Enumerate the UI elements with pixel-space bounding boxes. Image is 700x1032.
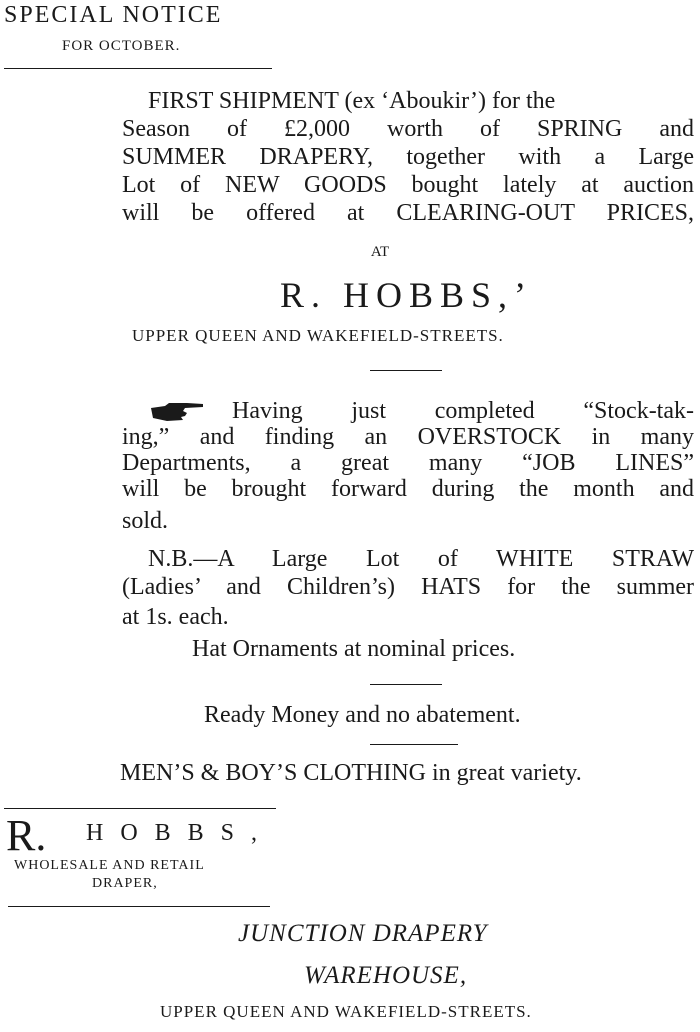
- nb-line-3: at 1s. each.: [122, 604, 229, 630]
- section-rule-3: [370, 744, 458, 745]
- nb-line-2: (Ladies’ and Children’s) HATS for the summer: [122, 574, 694, 600]
- footer-rule: [8, 906, 270, 907]
- stocktaking-line-3: Departments, a great many “JOB LINES”: [122, 450, 694, 476]
- stocktaking-line-4: will be brought forward during the month and: [122, 476, 694, 502]
- merchant-name: R. HOBBS,’: [280, 275, 534, 315]
- clothing-line: MEN’S & BOY’S CLOTHING in great variety.: [120, 760, 582, 786]
- shipment-line-1: FIRST SHIPMENT (ex ‘Aboukir’) for the: [148, 88, 556, 114]
- shipment-line-4: Lot of NEW GOODS bought lately at auction: [122, 172, 694, 198]
- hat-ornaments-line: Hat Ornaments at nominal prices.: [192, 636, 516, 662]
- shipment-line-2: Season of £2,000 worth of SPRING and: [122, 116, 694, 142]
- notice-title: SPECIAL NOTICE: [4, 2, 223, 28]
- footer-line-1: WHOLESALE AND RETAIL: [14, 858, 205, 873]
- ready-money-line: Ready Money and no abatement.: [204, 702, 521, 728]
- nb-line-1: N.B.—A Large Lot of WHITE STRAW: [148, 546, 694, 572]
- merchant-address: UPPER QUEEN AND WAKEFIELD-STREETS.: [132, 326, 504, 345]
- warehouse-label: WAREHOUSE,: [304, 962, 468, 989]
- section-rule-4: [4, 808, 276, 809]
- notice-subtitle: FOR OCTOBER.: [62, 38, 181, 54]
- header-rule: [4, 68, 272, 69]
- shipment-line-3: SUMMER DRAPERY, together with a Large: [122, 144, 694, 170]
- stocktaking-line-1: Having just completed “Stock-tak-: [232, 398, 694, 424]
- footer-initial: R.: [6, 811, 47, 860]
- footer-name: HOBBS,: [86, 820, 275, 846]
- pointing-hand-icon: [147, 400, 205, 424]
- junction-drapery: JUNCTION DRAPERY: [238, 920, 488, 947]
- footer-line-2: DRAPER,: [92, 876, 158, 891]
- section-rule-2: [370, 684, 442, 685]
- footer-address: UPPER QUEEN AND WAKEFIELD-STREETS.: [160, 1002, 532, 1021]
- at-label: AT: [370, 244, 390, 260]
- section-rule-1: [370, 370, 442, 371]
- shipment-line-5: will be offered at CLEARING-OUT PRICES,: [122, 200, 694, 226]
- stocktaking-line-5: sold.: [122, 508, 169, 534]
- stocktaking-line-2: ing,” and finding an OVERSTOCK in many: [122, 424, 694, 450]
